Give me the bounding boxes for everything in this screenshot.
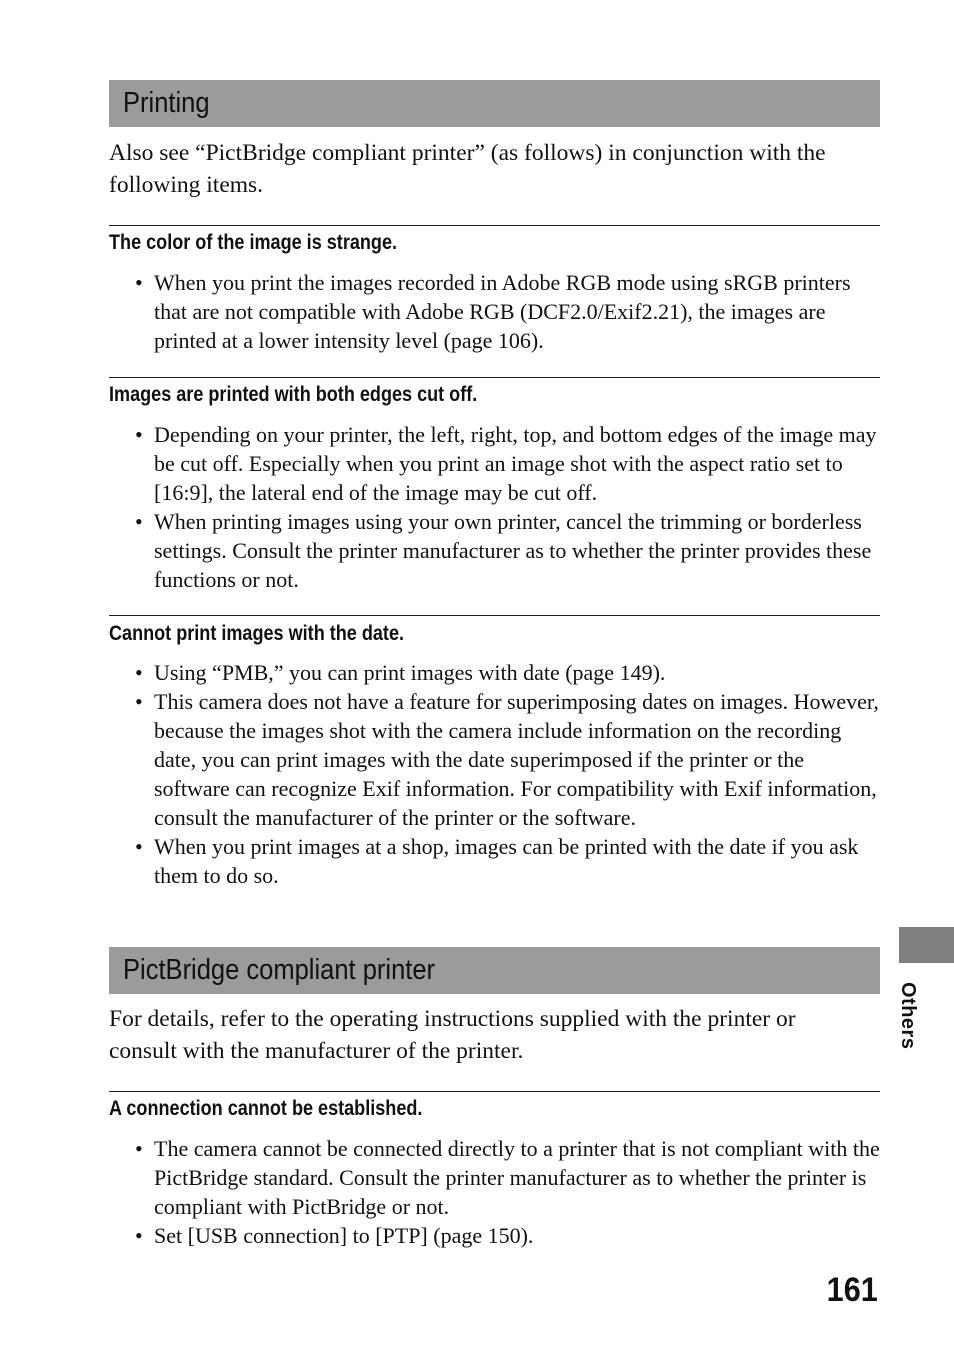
bullet-icon: • [135, 1223, 143, 1248]
list-item [109, 420, 880, 507]
bullet-icon: • [135, 834, 143, 859]
topic-bullets [109, 1134, 880, 1250]
bullet-icon: • [135, 270, 143, 295]
list-item [109, 268, 880, 355]
topic-heading-no-connection: A connection cannot be established. [109, 1097, 423, 1120]
list-item-text: This camera does not have a feature for superimposing dates on images. However, because the images shot with the camera include information on the recording date, you can print images with the date superimposed if the printer or the software can recognize Exif information. For compatibility with Exif information, consult the manufacturer of the printer or the software. [154, 689, 879, 830]
list-item-text: Depending on your printer, the left, right, top, and bottom edges of the image may be cut off. Especially when you print an image shot with the aspect ratio set to [16:9], the lateral end of the image may be cut off. [154, 422, 877, 505]
topic-bullets [109, 658, 880, 890]
section-title: Printing [123, 87, 210, 119]
topic-heading-no-date: Cannot print images with the date. [109, 622, 405, 645]
section-title: PictBridge compliant printer [123, 954, 436, 986]
bullet-icon: • [135, 1136, 143, 1161]
topic-heading-color-strange: The color of the image is strange. [109, 231, 398, 254]
page-number: 161 [826, 1271, 878, 1309]
list-item [109, 658, 880, 687]
list-item [109, 507, 880, 594]
bullet-icon: • [135, 509, 143, 534]
topic-bullets [109, 268, 880, 355]
chapter-tab-text: Others [897, 982, 919, 1050]
list-item-text: When printing images using your own printer, cancel the trimming or borderless settings. Consult the printer manufacturer as to whether the printer provides these functions or not. [154, 509, 872, 592]
chapter-tab-marker [899, 927, 954, 963]
bullet-icon: • [135, 422, 143, 447]
list-item [109, 687, 880, 832]
section-header-printing [109, 80, 880, 127]
topic-bullets [109, 420, 880, 594]
divider [109, 377, 880, 378]
list-item-text: When you print images at a shop, images can be printed with the date if you ask them to do so. [154, 834, 859, 888]
list-item-text: Using “PMB,” you can print images with date (page 149). [154, 660, 666, 685]
list-item [109, 1134, 880, 1221]
bullet-icon: • [135, 689, 143, 714]
divider [109, 1091, 880, 1092]
section-intro: For details, refer to the operating instructions supplied with the printer or consult with the manufacturer of the printer. [109, 1006, 796, 1064]
list-item [109, 832, 880, 890]
chapter-tab-label [893, 982, 923, 1052]
list-item [109, 1221, 880, 1250]
divider [109, 615, 880, 616]
divider [109, 225, 880, 226]
bullet-icon: • [135, 660, 143, 685]
topic-heading-edges-cut: Images are printed with both edges cut off. [109, 383, 478, 406]
list-item-text: Set [USB connection] to [PTP] (page 150). [154, 1223, 534, 1248]
list-item-text: The camera cannot be connected directly to a printer that is not compliant with the PictBridge standard. Consult the printer manufacturer as to whether the printer is compliant with PictBridge or not. [154, 1136, 880, 1219]
section-intro: Also see “PictBridge compliant printer” (as follows) in conjunction with the following items. [109, 140, 826, 198]
list-item-text: When you print the images recorded in Adobe RGB mode using sRGB printers that are not compatible with Adobe RGB (DCF2.0/Exif2.21), the images are printed at a lower intensity level (page 106). [154, 270, 851, 353]
section-header-pictbridge [109, 947, 880, 994]
